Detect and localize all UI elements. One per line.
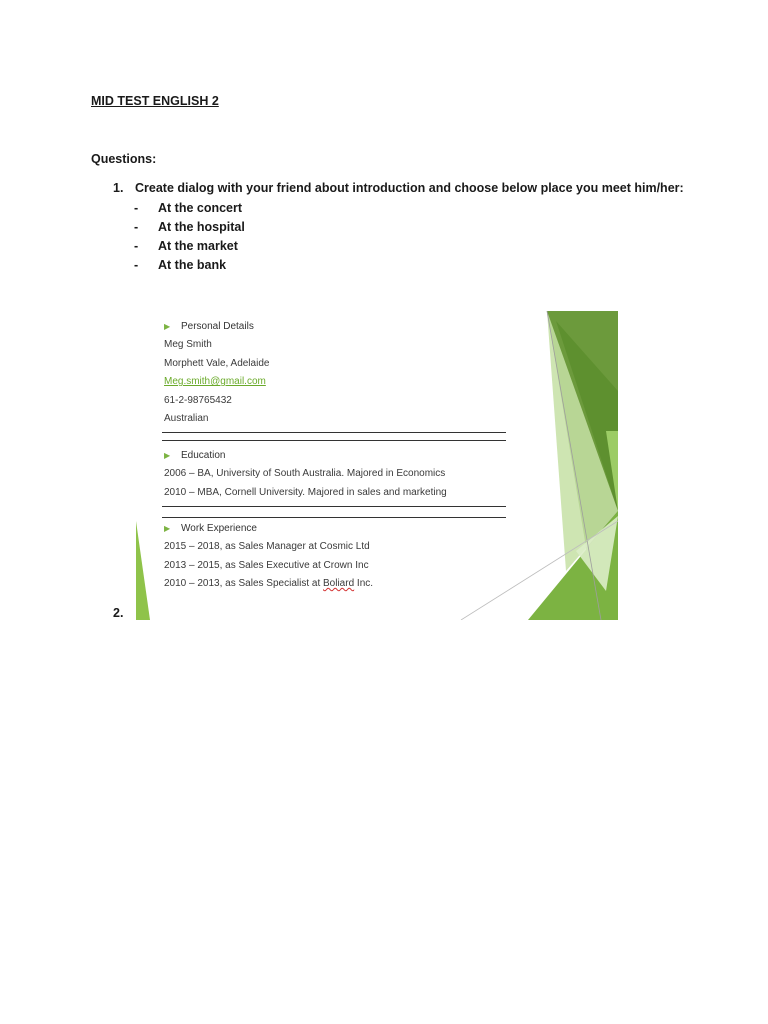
section-education (164, 447, 506, 502)
resume-image (136, 311, 618, 620)
education-item: 2010 – MBA, Cornell University. Majored in sales and marketing (164, 486, 447, 498)
bullet-dash: - (134, 220, 139, 234)
section-divider (162, 440, 506, 441)
section-divider (162, 506, 506, 507)
resume-name: Meg Smith (164, 339, 212, 350)
section-heading (164, 520, 506, 538)
resume-phone: 61-2-98765432 (164, 394, 232, 406)
question-1-number: 1. (113, 181, 124, 195)
triangle-bullet-icon: ▶ (164, 322, 171, 331)
questions-heading: Questions: (91, 152, 157, 166)
place-label: At the concert (158, 201, 243, 215)
resume-nationality: Australian (164, 413, 209, 424)
place-label: At the market (158, 239, 238, 253)
section-work-experience (164, 520, 506, 594)
resume-email-link[interactable]: Meg.smith@gmail.com (164, 376, 266, 387)
work-item: 2013 – 2015, as Sales Executive at Crown Inc (164, 559, 369, 571)
work-item-suffix: Inc. (354, 578, 374, 589)
section-heading-text: Personal Details (181, 321, 254, 332)
section-heading-text: Education (181, 450, 226, 461)
triangle-bullet-icon: ▶ (164, 524, 171, 533)
misspelled-word: Boliard (323, 578, 355, 589)
work-item: 2015 – 2018, as Sales Manager at Cosmic Ltd (164, 541, 370, 552)
section-heading (164, 318, 506, 336)
section-heading-text: Work Experience (181, 523, 257, 534)
resume-address: Morphett Vale, Adelaide (164, 357, 270, 369)
place-label: At the bank (158, 258, 227, 272)
question-1-text: Create dialog with your friend about introduction and choose below place you meet him/her: (135, 181, 684, 195)
page-title: MID TEST ENGLISH 2 (91, 94, 219, 108)
bullet-dash: - (134, 239, 139, 253)
bullet-dash: - (134, 201, 139, 215)
section-divider (162, 517, 506, 518)
work-item (164, 575, 506, 594)
bullet-dash: - (134, 258, 139, 272)
education-item: 2006 – BA, University of South Australia. Majored in Economics (164, 468, 446, 479)
section-personal-details (164, 318, 506, 429)
work-item-text: 2010 – 2013, as Sales Specialist at (164, 578, 323, 589)
question-2-number: 2. (113, 606, 124, 620)
place-label: At the hospital (158, 220, 245, 234)
triangle-bullet-icon: ▶ (164, 451, 171, 460)
section-divider (162, 432, 506, 433)
section-heading (164, 447, 506, 465)
